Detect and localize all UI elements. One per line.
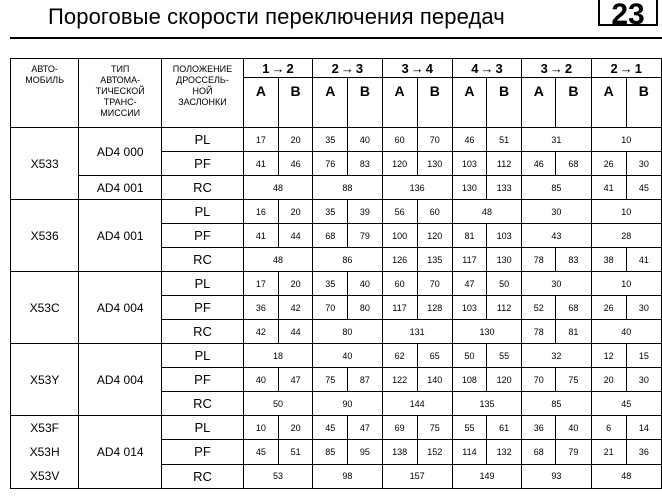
speed-value-merged: 85 xyxy=(522,392,591,416)
speed-value-b: 83 xyxy=(348,152,382,176)
speed-value-merged: 50 xyxy=(243,392,312,416)
speed-value-merged: 48 xyxy=(452,200,521,224)
shift-speed-table xyxy=(10,58,662,489)
speed-value-a: 35 xyxy=(313,272,348,296)
table-row xyxy=(11,128,662,152)
table-header xyxy=(11,59,662,128)
speed-value-b: 20 xyxy=(279,200,313,224)
car-model: X536 xyxy=(30,228,59,243)
speed-value-b: 50 xyxy=(487,272,522,296)
speed-value-b: 30 xyxy=(626,296,661,320)
speed-value-merged: 28 xyxy=(591,224,661,248)
header-car xyxy=(11,59,79,128)
speed-value-a: 76 xyxy=(313,152,348,176)
transmission-type-cell: AD4 004 xyxy=(79,344,162,416)
speed-value-a: 60 xyxy=(382,272,417,296)
speed-value-b: 40 xyxy=(348,272,382,296)
gear-from: 3 xyxy=(401,60,409,76)
header-col-b: B xyxy=(417,78,452,128)
speed-value-a: 46 xyxy=(522,152,556,176)
speed-value-a: 56 xyxy=(382,200,417,224)
speed-value-a: 41 xyxy=(243,224,278,248)
speed-value-a: 6 xyxy=(591,416,626,440)
throttle-position-cell: PF xyxy=(162,152,244,176)
throttle-position-cell: PL xyxy=(162,344,244,368)
speed-value-a: 41 xyxy=(591,176,626,200)
speed-value-a: 100 xyxy=(382,224,417,248)
speed-value-b: 80 xyxy=(348,296,382,320)
speed-value-b: 14 xyxy=(626,416,661,440)
speed-value-a: 10 xyxy=(243,416,278,440)
header-throttle-line: ЗАСЛОНКИ xyxy=(178,97,227,107)
speed-value-b: 20 xyxy=(279,272,313,296)
speed-value-b: 44 xyxy=(279,320,313,344)
speed-value-b: 44 xyxy=(279,224,313,248)
header-transmission-line: ТИЧЕСКОЙ xyxy=(95,86,145,96)
speed-value-a: 16 xyxy=(243,200,278,224)
speed-value-a: 122 xyxy=(382,368,417,392)
speed-value-a: 42 xyxy=(243,320,278,344)
speed-value-b: 39 xyxy=(348,200,382,224)
speed-value-a: 120 xyxy=(382,152,417,176)
speed-value-merged: 53 xyxy=(243,464,312,488)
speed-value-a: 17 xyxy=(243,128,278,152)
speed-value-merged: 10 xyxy=(591,128,661,152)
speed-value-a: 50 xyxy=(452,344,486,368)
speed-value-a: 41 xyxy=(243,152,278,176)
car-model: X53H xyxy=(29,445,60,459)
speed-value-a: 47 xyxy=(452,272,486,296)
speed-value-b: 65 xyxy=(417,344,452,368)
speed-value-b: 40 xyxy=(348,128,382,152)
speed-value-b: 68 xyxy=(556,152,591,176)
title-divider xyxy=(10,37,662,39)
speed-value-b: 128 xyxy=(417,296,452,320)
speed-value-merged: 136 xyxy=(382,176,452,200)
header-gear-shift xyxy=(522,59,591,78)
speed-value-a: 70 xyxy=(522,368,556,392)
speed-value-b: 45 xyxy=(626,176,661,200)
speed-value-b: 130 xyxy=(487,248,522,272)
throttle-position-cell: PL xyxy=(162,128,244,152)
header-col-a: A xyxy=(243,78,278,128)
gear-to: 4 xyxy=(425,60,433,76)
speed-value-a: 55 xyxy=(452,416,486,440)
throttle-position-cell: PF xyxy=(162,368,244,392)
gear-from: 3 xyxy=(540,60,548,76)
section-number-badge: 23 xyxy=(598,0,658,26)
speed-value-merged: 32 xyxy=(522,344,591,368)
arrow-right-icon: → xyxy=(549,60,563,76)
transmission-type-cell: AD4 014 xyxy=(79,416,162,489)
speed-value-b: 132 xyxy=(487,440,522,464)
table-row xyxy=(11,200,662,224)
speed-value-a: 117 xyxy=(382,296,417,320)
speed-value-b: 36 xyxy=(626,440,661,464)
arrow-right-icon: → xyxy=(271,60,285,76)
speed-value-b: 112 xyxy=(487,152,522,176)
speed-value-a: 130 xyxy=(452,176,486,200)
throttle-position-cell: PL xyxy=(162,416,244,440)
header-throttle-line: ДРОССЕЛЬ- xyxy=(176,75,229,85)
header-car-line: МОБИЛЬ xyxy=(25,75,64,85)
speed-value-b: 79 xyxy=(556,440,591,464)
speed-value-b: 20 xyxy=(279,128,313,152)
speed-value-a: 26 xyxy=(591,152,626,176)
gear-to: 1 xyxy=(634,60,642,76)
throttle-position-cell: PL xyxy=(162,272,244,296)
speed-value-a: 40 xyxy=(243,368,278,392)
speed-value-b: 140 xyxy=(417,368,452,392)
speed-value-merged: 10 xyxy=(591,200,661,224)
arrow-right-icon: → xyxy=(480,60,494,76)
speed-value-b: 112 xyxy=(487,296,522,320)
speed-value-merged: 93 xyxy=(522,464,591,488)
header-col-b: B xyxy=(279,78,313,128)
throttle-position-cell: RC xyxy=(162,464,244,488)
speed-value-a: 35 xyxy=(313,128,348,152)
header-col-a: A xyxy=(591,78,626,128)
speed-value-merged: 30 xyxy=(522,272,591,296)
throttle-position-cell: RC xyxy=(162,248,244,272)
speed-value-merged: 85 xyxy=(522,176,591,200)
gear-from: 1 xyxy=(262,60,270,76)
speed-value-merged: 18 xyxy=(243,344,312,368)
gear-to: 3 xyxy=(355,60,364,76)
throttle-position-cell: PF xyxy=(162,440,244,464)
speed-value-a: 38 xyxy=(591,248,626,272)
speed-value-b: 30 xyxy=(626,368,661,392)
header-transmission-line: МИССИИ xyxy=(100,108,141,118)
speed-value-a: 46 xyxy=(452,128,486,152)
speed-value-b: 120 xyxy=(417,224,452,248)
car-model-cell xyxy=(11,272,79,344)
speed-value-merged: 157 xyxy=(382,464,452,488)
speed-value-merged: 98 xyxy=(313,464,382,488)
speed-value-b: 83 xyxy=(556,248,591,272)
speed-value-b: 51 xyxy=(487,128,522,152)
speed-value-b: 130 xyxy=(417,152,452,176)
speed-value-a: 26 xyxy=(591,296,626,320)
speed-value-a: 68 xyxy=(313,224,348,248)
header-throttle xyxy=(162,59,244,128)
speed-value-b: 103 xyxy=(487,224,522,248)
speed-value-b: 61 xyxy=(487,416,522,440)
speed-value-merged: 40 xyxy=(591,320,661,344)
car-model: X53Y xyxy=(29,372,60,387)
speed-value-a: 35 xyxy=(313,200,348,224)
gear-from: 4 xyxy=(471,60,479,76)
speed-value-merged: 45 xyxy=(591,392,661,416)
speed-value-merged: 86 xyxy=(313,248,382,272)
gear-to: 2 xyxy=(286,60,294,76)
page-title: Пороговые скорости переключения передач xyxy=(48,4,505,29)
speed-value-b: 79 xyxy=(348,224,382,248)
header-car-line: АВТО- xyxy=(31,64,58,74)
throttle-position-cell: PF xyxy=(162,224,244,248)
speed-value-a: 114 xyxy=(452,440,486,464)
speed-value-b: 41 xyxy=(626,248,661,272)
speed-value-a: 36 xyxy=(243,296,278,320)
header-col-a: A xyxy=(522,78,556,128)
header-col-b: B xyxy=(487,78,522,128)
gear-from: 2 xyxy=(610,60,618,76)
header-transmission xyxy=(79,59,162,128)
speed-value-merged: 135 xyxy=(452,392,521,416)
speed-value-b: 30 xyxy=(626,152,661,176)
speed-value-b: 55 xyxy=(487,344,522,368)
speed-value-a: 138 xyxy=(382,440,417,464)
speed-value-a: 62 xyxy=(382,344,417,368)
throttle-position-cell: PF xyxy=(162,296,244,320)
speed-value-b: 81 xyxy=(556,320,591,344)
speed-value-b: 70 xyxy=(417,272,452,296)
speed-value-a: 117 xyxy=(452,248,486,272)
speed-value-a: 52 xyxy=(522,296,556,320)
speed-value-b: 42 xyxy=(279,296,313,320)
throttle-position-cell: RC xyxy=(162,176,244,200)
table-row xyxy=(11,272,662,296)
speed-value-b: 75 xyxy=(417,416,452,440)
car-model-cell xyxy=(11,344,79,416)
header-col-b: B xyxy=(348,78,382,128)
speed-value-a: 36 xyxy=(522,416,556,440)
throttle-position-cell: RC xyxy=(162,392,244,416)
header-transmission-line: ТИП xyxy=(110,64,130,74)
arrow-right-icon: → xyxy=(340,60,354,76)
speed-value-a: 69 xyxy=(382,416,417,440)
speed-value-a: 70 xyxy=(313,296,348,320)
speed-value-b: 70 xyxy=(417,128,452,152)
car-model-cell xyxy=(11,128,79,200)
header-throttle-line: ПОЛОЖЕНИЕ xyxy=(172,64,233,74)
speed-value-a: 45 xyxy=(243,440,278,464)
speed-value-a: 60 xyxy=(382,128,417,152)
header-transmission-line: АВТОМА- xyxy=(100,75,141,85)
speed-value-b: 152 xyxy=(417,440,452,464)
speed-value-b: 68 xyxy=(556,296,591,320)
speed-value-merged: 48 xyxy=(243,176,312,200)
transmission-type-cell: AD4 001 xyxy=(79,200,162,272)
speed-value-b: 120 xyxy=(487,368,522,392)
header-col-a: A xyxy=(382,78,417,128)
speed-value-b: 75 xyxy=(556,368,591,392)
arrow-right-icon: → xyxy=(619,60,633,76)
speed-value-merged: 48 xyxy=(591,464,661,488)
speed-value-a: 103 xyxy=(452,152,486,176)
car-model: X53V xyxy=(29,469,60,483)
speed-value-b: 60 xyxy=(417,200,452,224)
speed-value-b: 51 xyxy=(279,440,313,464)
speed-value-merged: 30 xyxy=(522,200,591,224)
speed-value-merged: 88 xyxy=(313,176,382,200)
speed-value-a: 20 xyxy=(591,368,626,392)
speed-value-b: 95 xyxy=(348,440,382,464)
speed-value-a: 12 xyxy=(591,344,626,368)
gear-to: 2 xyxy=(564,60,573,76)
gear-to: 3 xyxy=(495,60,503,76)
header-col-a: A xyxy=(313,78,348,128)
header-gear-shift xyxy=(382,59,452,78)
table-row xyxy=(11,344,662,368)
header-gear-shift xyxy=(243,59,312,78)
speed-value-merged: 130 xyxy=(452,320,521,344)
speed-value-b: 47 xyxy=(279,368,313,392)
throttle-position-cell: RC xyxy=(162,320,244,344)
speed-value-a: 85 xyxy=(313,440,348,464)
header-gear-shift xyxy=(452,59,521,78)
speed-value-b: 135 xyxy=(417,248,452,272)
car-model: X53C xyxy=(29,300,60,315)
throttle-position-cell: PL xyxy=(162,200,244,224)
speed-value-a: 21 xyxy=(591,440,626,464)
speed-value-a: 78 xyxy=(522,320,556,344)
speed-value-merged: 131 xyxy=(382,320,452,344)
speed-value-merged: 80 xyxy=(313,320,382,344)
table-body xyxy=(11,128,662,489)
speed-value-a: 45 xyxy=(313,416,348,440)
speed-value-a: 68 xyxy=(522,440,556,464)
transmission-type-cell: AD4 004 xyxy=(79,272,162,344)
speed-value-a: 126 xyxy=(382,248,417,272)
speed-value-b: 46 xyxy=(279,152,313,176)
header-throttle-line: НОЙ xyxy=(192,86,213,96)
car-model: X533 xyxy=(30,156,59,171)
speed-value-b: 40 xyxy=(556,416,591,440)
speed-value-merged: 149 xyxy=(452,464,521,488)
table-row xyxy=(11,176,662,200)
speed-value-b: 87 xyxy=(348,368,382,392)
gear-from: 2 xyxy=(331,60,339,76)
speed-value-b: 15 xyxy=(626,344,661,368)
speed-value-merged: 10 xyxy=(591,272,661,296)
speed-value-b: 47 xyxy=(348,416,382,440)
speed-value-b: 20 xyxy=(279,416,313,440)
speed-value-merged: 48 xyxy=(243,248,312,272)
header-gear-shift xyxy=(313,59,382,78)
table-row xyxy=(11,416,662,440)
speed-value-a: 78 xyxy=(522,248,556,272)
car-model-cell xyxy=(11,200,79,272)
arrow-right-icon: → xyxy=(410,60,424,76)
speed-value-a: 75 xyxy=(313,368,348,392)
car-model-cell xyxy=(11,416,79,489)
header-gear-shift xyxy=(591,59,661,78)
speed-value-merged: 43 xyxy=(522,224,591,248)
speed-value-merged: 31 xyxy=(522,128,591,152)
header-transmission-line: ТРАНС- xyxy=(103,97,137,107)
speed-value-a: 103 xyxy=(452,296,486,320)
transmission-type-cell: AD4 000 xyxy=(79,128,162,176)
speed-value-merged: 144 xyxy=(382,392,452,416)
speed-value-merged: 40 xyxy=(313,344,382,368)
speed-value-a: 108 xyxy=(452,368,486,392)
speed-value-a: 81 xyxy=(452,224,486,248)
speed-value-b: 133 xyxy=(487,176,522,200)
speed-value-a: 17 xyxy=(243,272,278,296)
speed-value-merged: 90 xyxy=(313,392,382,416)
header-col-a: A xyxy=(452,78,486,128)
transmission-type-cell: AD4 001 xyxy=(79,176,162,200)
header-col-b: B xyxy=(556,78,591,128)
car-model: X53F xyxy=(30,421,59,435)
header-col-b: B xyxy=(626,78,661,128)
